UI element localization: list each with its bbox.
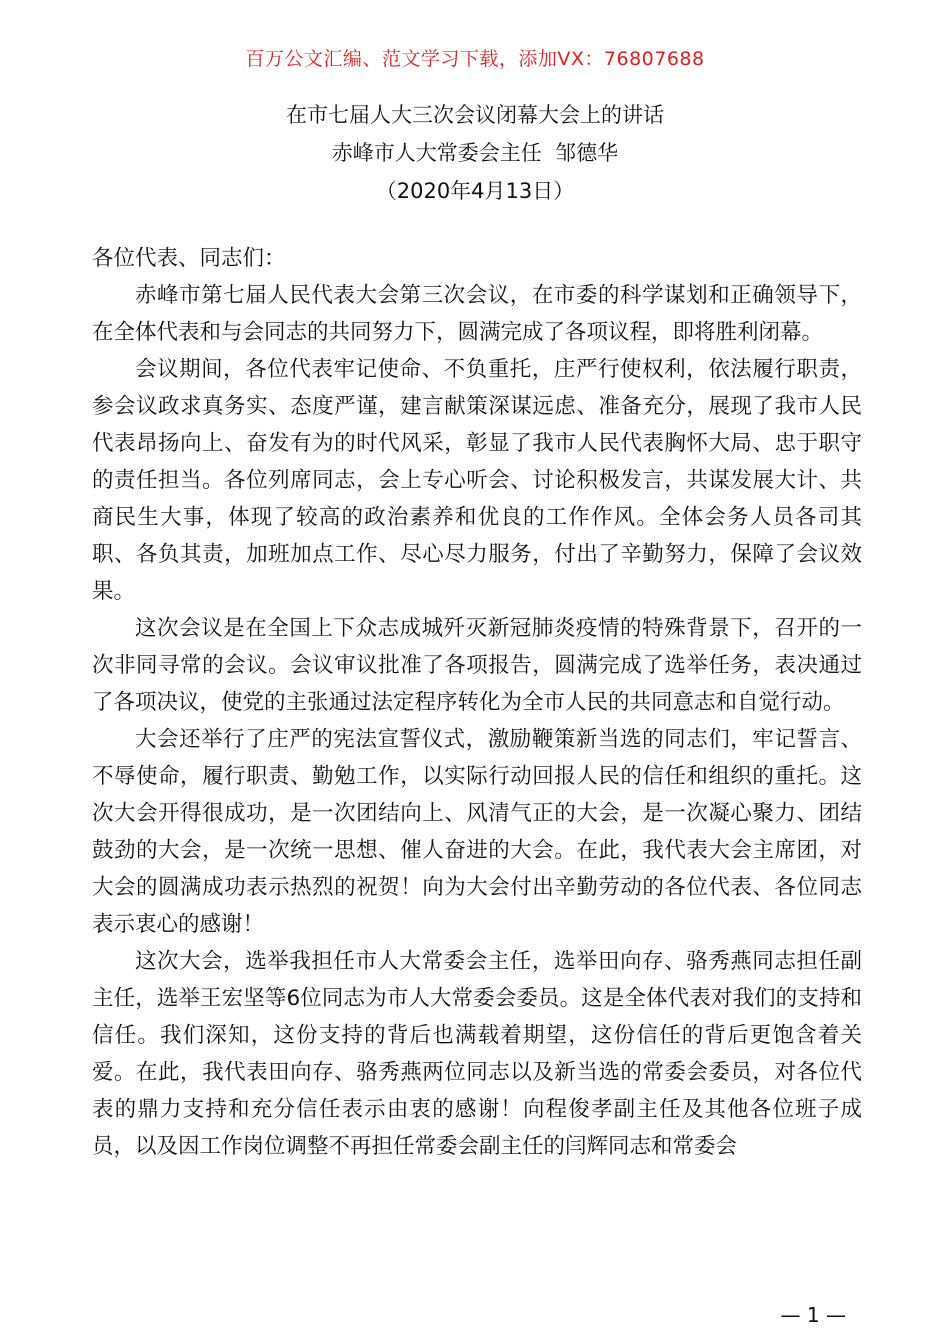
salutation: 各位代表、同志们：	[92, 246, 286, 271]
document-title: 在市七届人大三次会议闭幕大会上的讲话	[286, 103, 664, 127]
page-number: — 1 —	[780, 1303, 846, 1327]
speaker-line: 赤峰市人大常委会主任 邹德华	[331, 141, 619, 165]
paragraph-5: 这次大会，选举我担任市人大常委会主任，选举田向存、骆秀燕同志担任副主任，选举王宏坚等6位同志为市人大常委会委员。这是全体代表对我们的支持和信任。我们深知，这份支持的背后也满载着期望，这份信任的背后更饱含着关爱。在此，我代表田向存、骆秀燕两位同志以及新当选的常委会委员，对各位代表的鼎力支持和充分信任表示由衷的感谢！向程俊孝副主任及其他各位班子成员，以及因工作岗位调整不再担任常委会副主任的闫辉同志和常委会	[92, 949, 862, 1159]
document-title-block	[0, 96, 950, 210]
paragraph-3: 这次会议是在全国上下众志成城歼灭新冠肺炎疫情的特殊背景下，召开的一次非同寻常的会议。会议审议批准了各项报告，圆满完成了选举任务，表决通过了各项决议，使党的主张通过法定程序转化为全市人民的共同意志和自觉行动。	[92, 616, 862, 715]
paragraph-1: 赤峰市第七届人民代表大会第三次会议，在市委的科学谋划和正确领导下，在全体代表和与会同志的共同努力下，圆满完成了各项议程，即将胜利闭幕。	[92, 283, 862, 345]
page-number-footer	[0, 1300, 950, 1330]
paragraph-2: 会议期间，各位代表牢记使命、不负重托，庄严行使权利，依法履行职责，参会议政求真务实、态度严谨，建言献策深谋远虑、准备充分，展现了我市人民代表昂扬向上、奋发有为的时代风采，彰显了我市人民代表胸怀大局、忠于职守的责任担当。各位列席同志，会上专心听会、讨论积极发言，共谋发展大计、共商民生大事，体现了较高的政治素养和优良的工作作风。全体会务人员各司其职、各负其责，加班加点工作、尽心尽力服务，付出了辛勤努力，保障了会议效果。	[92, 357, 862, 604]
speech-date: （2020年4月13日）	[375, 179, 575, 203]
speech-body	[92, 240, 862, 1165]
header-banner: 百万公文汇编、范文学习下载，添加VX：76807688	[245, 48, 705, 70]
paragraph-4: 大会还举行了庄严的宪法宣誓仪式，激励鞭策新当选的同志们，牢记誓言、不辱使命，履行职责、勤勉工作，以实际行动回报人民的信任和组织的重托。这次大会开得很成功，是一次团结向上、风清气正的大会，是一次凝心聚力、团结鼓劲的大会，是一次统一思想、催人奋进的大会。在此，我代表大会主席团，对大会的圆满成功表示热烈的祝贺！向为大会付出辛勤劳动的各位代表、各位同志表示衷心的感谢！	[92, 727, 862, 937]
